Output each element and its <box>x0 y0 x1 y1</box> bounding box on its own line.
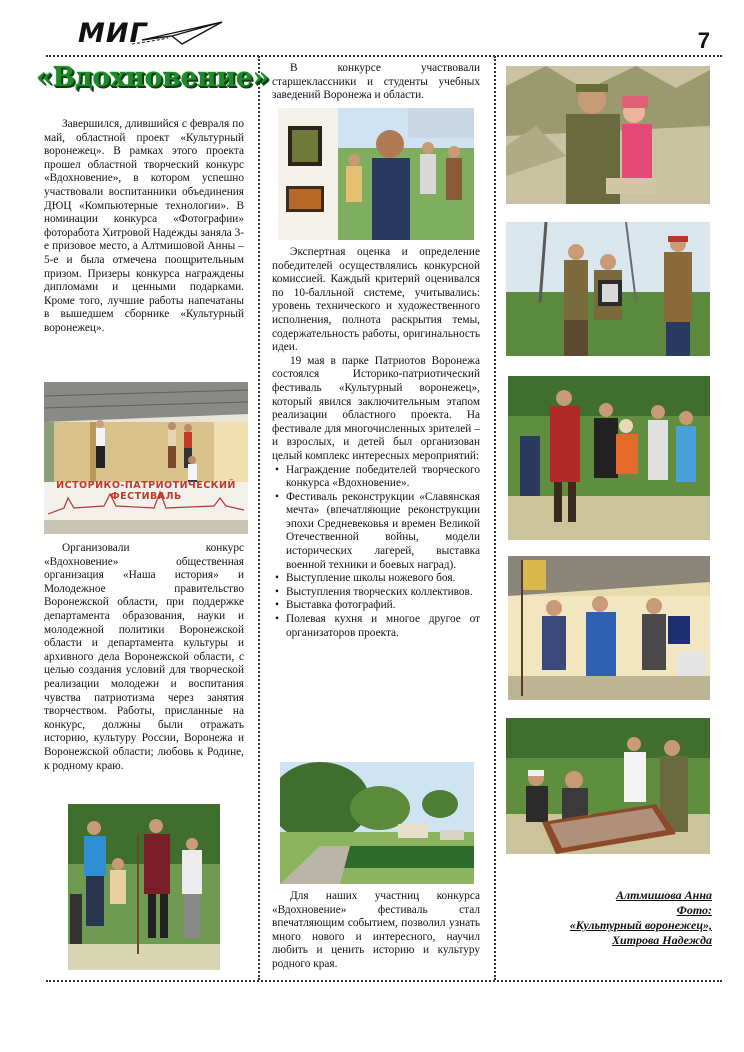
photo-stage-award <box>44 382 248 534</box>
stage-banner-text: ИСТОРИКО-ПАТРИОТИЧЕСКИЙ ФЕСТИВАЛЬ <box>56 480 236 502</box>
column-2-closing-text <box>272 890 480 972</box>
paragraph: Для наших участниц конкурса «Вдохновение» фестиваль стал впечатляющим событием, позволил узнать много нового и интересного, научил любить и ценить историю и культуру родного края. <box>272 890 480 970</box>
column-divider-1 <box>258 56 260 980</box>
photo-label: Фото: <box>676 903 712 917</box>
paragraph: 19 мая в парке Патриотов Воронежа состоялся Историко-патриотический фестиваль «Культурный воронежец», который явился заключительным этапом реализации областного проекта. На фестивале для многочисленных зрителей – и взрослых, и детей был организован целый комплекс интересных мероприятий: <box>272 354 480 462</box>
photo-source: «Культурный воронежец», <box>569 918 712 932</box>
list-item: • Награждение победителей творческого конкурса «Вдохновение». <box>286 464 480 491</box>
column-1-top-text <box>44 118 244 336</box>
photo-reenactor-crowd <box>68 804 220 970</box>
column-2-main-text <box>272 246 480 640</box>
photo-exhibition <box>278 108 474 240</box>
paragraph: Завершился, длившийся с февраля по май, областной проект «Культурный воронежец». В рамках этого проекта прошел областной творческий конкурс «Вдохновение», в котором успешно участвовали воспитанники объединения ДЮЦ «Компьютерные технологии». В номинации конкурса «Фотографии» фоторабота Хитровой Надежды заняла 3-е призовое место, а Алтмишовой Анны – 5-е и была отмечена поощрительным призом. Призеры конкурса награждены дипломами и ценными подарками. Кроме того, лучшие работы напечатаны в вышедшем сборнике «Культурный воронежец». <box>44 118 244 334</box>
photo-festival-crowd <box>508 376 710 540</box>
list-item: • Фестиваль реконструкции «Славянская мечта» (впечатляющие реконструкции эпохи Средневековья и времен Великой Отечественной войны, модели исторических лагерей, выставка военной техники и боевых наград). <box>286 491 480 573</box>
photo-soldier-and-girl <box>506 66 710 204</box>
paper-plane-icon <box>132 18 224 48</box>
top-divider <box>46 55 722 57</box>
list-item: • Выступления творческих коллективов. <box>286 586 480 600</box>
paragraph: Экспертная оценка и определение победителей осуществлялись конкурсной комиссией. Каждый критерий оценивался по 10-балльной системе, учитывались: уровень технического и художественного исполнения, полнота раскрытия темы, содержательность работы, оригинальность идеи. <box>272 246 480 354</box>
list-item: • Выставка фотографий. <box>286 599 480 613</box>
bottom-divider <box>46 980 722 982</box>
photo-park <box>280 762 474 884</box>
column-2-intro-text <box>272 62 480 103</box>
photo-medal-display <box>506 718 710 854</box>
photo-accordion-player <box>506 222 710 356</box>
paragraph: В конкурсе участвовали старшеклассники и студенты учебных заведений Воронежа и области. <box>272 62 480 102</box>
article-title: «Вдохновение» <box>36 62 269 93</box>
paragraph: Организовали конкурс «Вдохновение» общественная организация «Наша история» и Молодежное правительство Воронежской области, при поддержке департамента образования, науки и молодежной политики Воронежской области и департамента культуры и архивного дела Воронежской области, с целью создания условий для творческой реализации молодежи и воспитания чувства патриотизма через занятия творчеством. Работы, присланные на конкурс, должны были отражать историю, культуру России, Воронежа и Воронежской области; любовь к Родине, к родному краю. <box>44 542 244 772</box>
author-name: Алтмишова Анна <box>616 888 712 902</box>
column-divider-2 <box>494 56 496 980</box>
list-item: • Полевая кухня и многое другое от организаторов проекта. <box>286 613 480 640</box>
column-1-bottom-text <box>44 542 244 773</box>
list-item: • Выступление школы ножевого боя. <box>286 572 480 586</box>
events-list <box>272 464 480 641</box>
photographer-name: Хитрова Надежда <box>612 933 712 947</box>
magazine-logo: МИГ <box>78 18 148 49</box>
author-credit <box>502 888 712 948</box>
photo-knights-stage <box>508 556 710 700</box>
page-number: 7 <box>697 28 710 53</box>
